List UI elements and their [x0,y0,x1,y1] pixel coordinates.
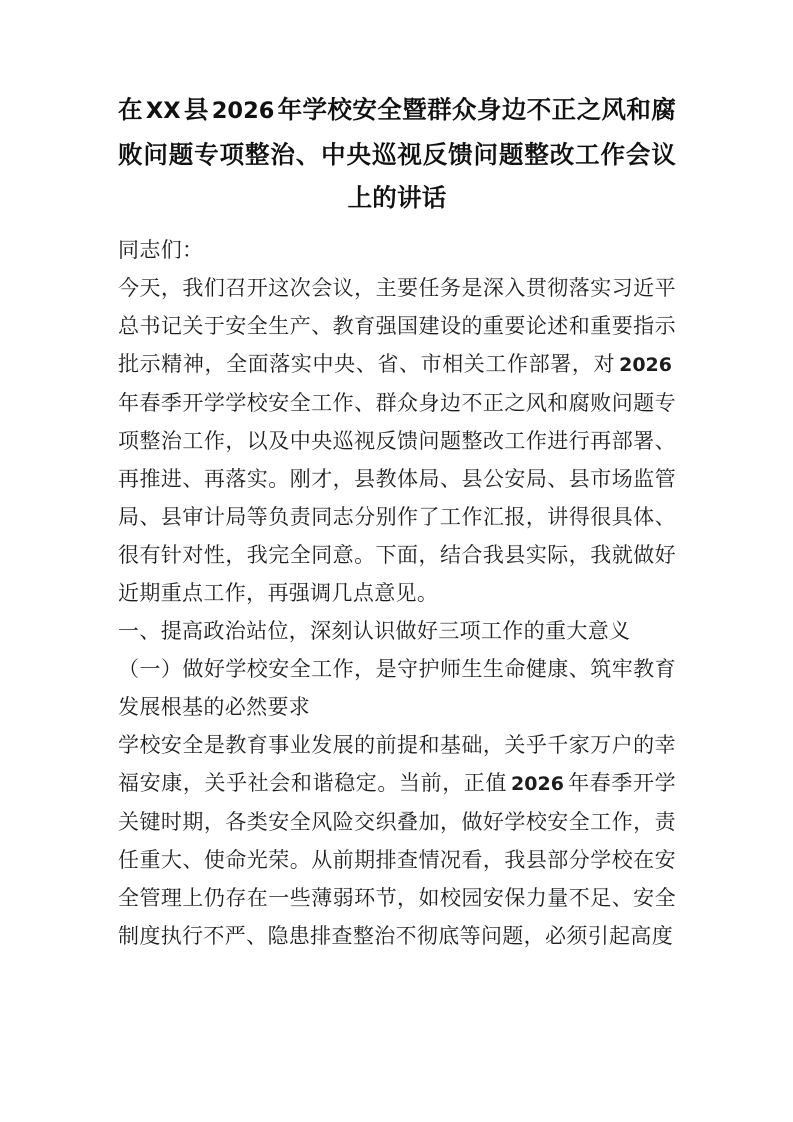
paragraph-school-safety-text-1: 学校安全是教育事业发展的前提和基础，关乎千家万户的幸福安康，关乎社会和谐稳定。当前，正值 [118,733,676,795]
title-year: 2026 [211,98,275,124]
paragraph-opening-year: 2026 [619,354,672,376]
title-segment-3: 年学校安全暨群众身边不正之风和 [277,95,652,124]
paragraph-opening [118,269,676,612]
title-placeholder-county: XX [145,98,181,124]
title-segment-2: 县 [183,95,209,124]
subsection-heading-one-one: （一）做好学校安全工作，是守护师生生命健康、筑牢教育发展根基的必然要求 [118,657,676,719]
title-segment-1: 在 [118,95,143,124]
page-title [118,88,676,219]
paragraph-school-safety [118,726,676,955]
paragraph-opening-text-1: 今天，我们召开这次会议，主要任务是深入贯彻落实习近平总书记关于安全生产、教育强国建设的重要论述和重要指示批示精神，全面落实中央、省、市相关工作部署，对 [118,276,676,376]
document-content [118,88,676,955]
paragraph-school-safety-text-2: 年春季开学关键时期，各类安全风险交织叠加，做好学校安全工作，责任重大、使命光荣。从前期排查情况看，我县部分学校在安全管理上仍存在一些薄弱环节，如校园安保力量不足、安全制度执行不严、隐患排查整治不彻底等问题，必须引起高度 [118,771,676,948]
salutation: 同志们： [118,238,204,262]
title-segment-4: 腐败问题专项整治、中央巡视反馈问题整改工作会议 [118,95,677,169]
paragraph-opening-text-2: 年春季开学学校安全工作、群众身边不正之风和腐败问题专项整治工作，以及中央巡视反馈问题整改工作进行再部署、再推进、再落实。刚才，县教体局、县公安局、县市场监管局、县审计局等负责同志分别作了工作汇报，讲得很具体、很有针对性，我完全同意。下面，结合我县实际，我就做好近期重点工作，再强调几点意见。 [118,391,676,605]
paragraph-school-safety-year: 2026 [511,773,564,795]
title-segment-5: 上的讲话 [347,183,447,212]
section-heading-one: 一、提高政治站位，深刻认识做好三项工作的重大意义 [118,619,631,643]
